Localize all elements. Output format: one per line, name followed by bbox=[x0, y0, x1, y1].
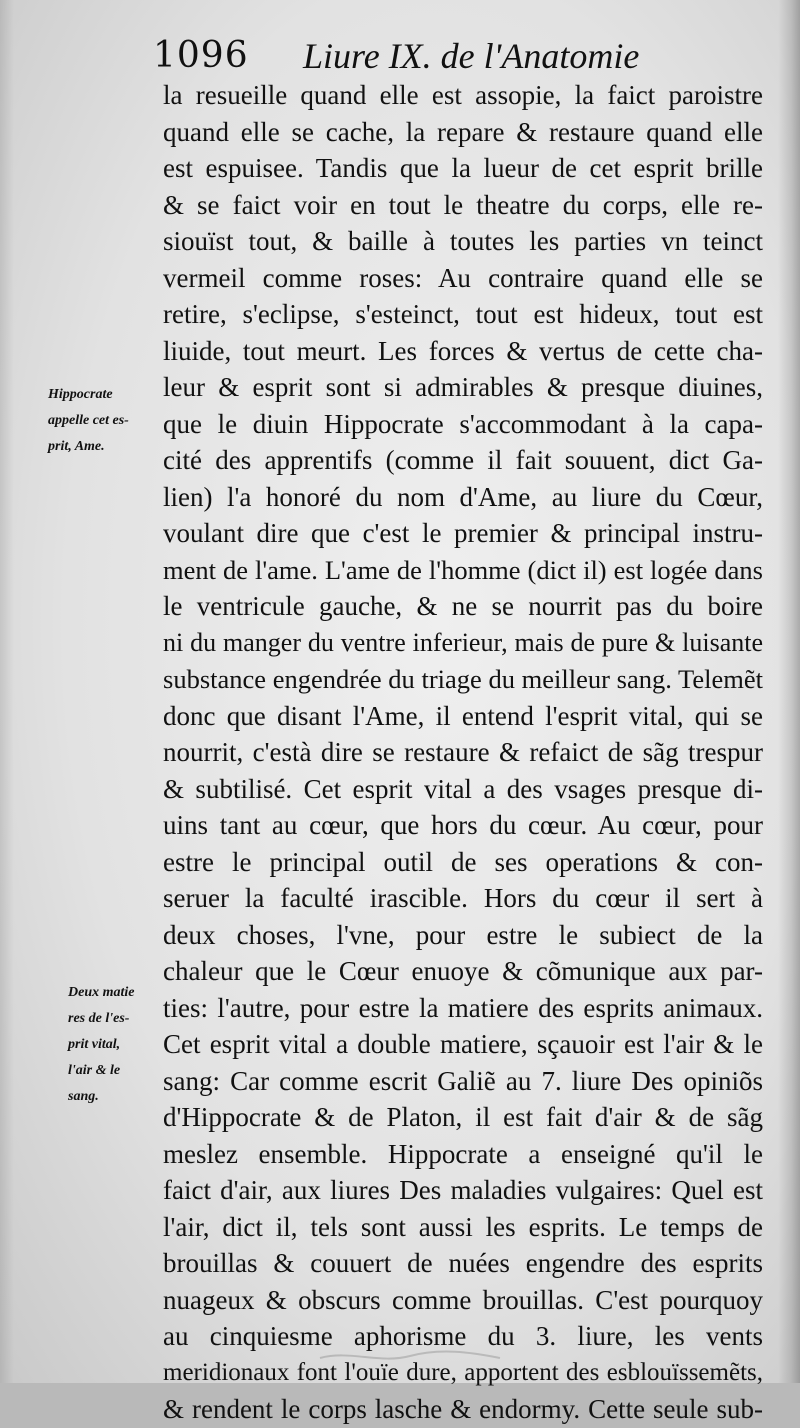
text-line: deux choses, l'vne, pour estre le subiect de la bbox=[163, 919, 763, 950]
text-line: brouillas & couuert de nuées engendre des esprits bbox=[163, 1248, 763, 1278]
text-line: seruer la faculté irascible. Hors du cœur il sert à bbox=[163, 883, 763, 913]
bleed-through-mark bbox=[310, 1346, 510, 1366]
text-line: & rendent le corps lasche & endormy. Cette seule sub- bbox=[163, 1394, 763, 1424]
text-line: retire, s'eclipse, s'esteinct, tout est hideux, tout est bbox=[163, 299, 763, 329]
text-line: ties: l'autre, pour estre la matiere des esprits animaux. bbox=[163, 992, 763, 1023]
text-line: Cet esprit vital a double matiere, sçauoir est l'air & le bbox=[163, 1029, 763, 1059]
text-line: siouïst tout, & baille à toutes les parties vn teinct bbox=[163, 226, 763, 256]
text-line: est espuisee. Tandis que la lueur de cet esprit brille bbox=[163, 153, 763, 183]
text-line: voulant dire que c'est le premier & principal instru- bbox=[163, 518, 763, 548]
text-line: donc que disant l'Ame, il entend l'esprit vital, qui se bbox=[163, 700, 763, 731]
margin-note-line: prit vital, bbox=[68, 1037, 121, 1052]
text-line: meridionaux font l'ouïe dure, apportent des esblouïssemẽts, bbox=[163, 1358, 763, 1386]
running-title: Liure IX. de l'Anatomie bbox=[303, 36, 640, 76]
text-line: nuageux & obscurs comme brouillas. C'est pourquoy bbox=[163, 1284, 763, 1315]
text-line: liuide, tout meurt. Les forces & vertus de cette cha- bbox=[163, 335, 763, 366]
margin-note-line: sang. bbox=[68, 1089, 99, 1104]
margin-note-line: Deux matie bbox=[68, 985, 135, 1000]
text-line: le ventricule gauche, & ne se nourrit pas du boire bbox=[163, 591, 763, 621]
text-line: leur & esprit sont si admirables & presque diuines, bbox=[163, 372, 763, 402]
text-line: estre le principal outil de ses operations & con- bbox=[163, 846, 763, 877]
text-line: chaleur que le Cœur enuoye & cõmunique aux par- bbox=[163, 956, 763, 986]
margin-note-line: appelle cet es- bbox=[48, 413, 129, 428]
text-line: nourrit, c'està dire se restaure & refaict de sãg trespur bbox=[163, 737, 763, 767]
text-line: la resueille quand elle est assopie, la faict paroistre bbox=[163, 80, 763, 110]
text-line: l'air, dict il, tels sont aussi les esprits. Le temps de bbox=[163, 1211, 763, 1242]
page-number: 1096 bbox=[153, 35, 249, 76]
margin-note-line: res de l'es- bbox=[68, 1011, 130, 1026]
text-line: ment de l'ame. L'ame de l'homme (dict il) est logée dans bbox=[163, 554, 763, 585]
margin-note-line: l'air & le bbox=[68, 1063, 121, 1078]
text-line: meslez ensemble. Hippocrate a enseigné qu'il le bbox=[163, 1138, 763, 1169]
text-line: uins tant au cœur, que hors du cœur. Au cœur, pour bbox=[163, 810, 763, 840]
text-line: que le diuin Hippocrate s'accommodant à la capa- bbox=[163, 408, 763, 439]
text-line: vermeil comme roses: Au contraire quand elle se bbox=[163, 262, 763, 293]
text-line: sang: Car comme escrit Galiẽ au 7. liure Des opiniõs bbox=[163, 1065, 763, 1096]
body-text-column bbox=[163, 77, 763, 1428]
page-left-shadow bbox=[0, 0, 14, 1383]
text-line: & se faict voir en tout le theatre du corps, elle re- bbox=[163, 189, 763, 220]
text-line: & subtilisé. Cet esprit vital a des vsages presque di- bbox=[163, 773, 763, 804]
margin-note-hippocrate bbox=[48, 382, 168, 460]
margin-note-line: prit, Ame. bbox=[48, 439, 105, 454]
text-line: cité des apprentifs (comme il fait souuent, dict Ga- bbox=[163, 445, 763, 475]
page-header bbox=[153, 30, 753, 82]
page-right-shadow bbox=[778, 0, 800, 1383]
text-line: substance engendrée du triage du meilleur sang. Telemẽt bbox=[163, 664, 763, 694]
text-line: quand elle se cache, la repare & restaure quand elle bbox=[163, 116, 763, 147]
text-line: faict d'air, aux liures Des maladies vulgaires: Quel est bbox=[163, 1175, 763, 1205]
text-line: d'Hippocrate & de Platon, il est fait d'air & de sãg bbox=[163, 1102, 763, 1132]
margin-note-line: Hippocrate bbox=[48, 387, 113, 402]
text-line: ni du manger du ventre inferieur, mais de pure & luisante bbox=[163, 627, 763, 657]
text-line: lien) l'a honoré du nom d'Ame, au liure du Cœur, bbox=[163, 481, 763, 512]
text-line: au cinquiesme aphorisme du 3. liure, les vents bbox=[163, 1321, 763, 1351]
